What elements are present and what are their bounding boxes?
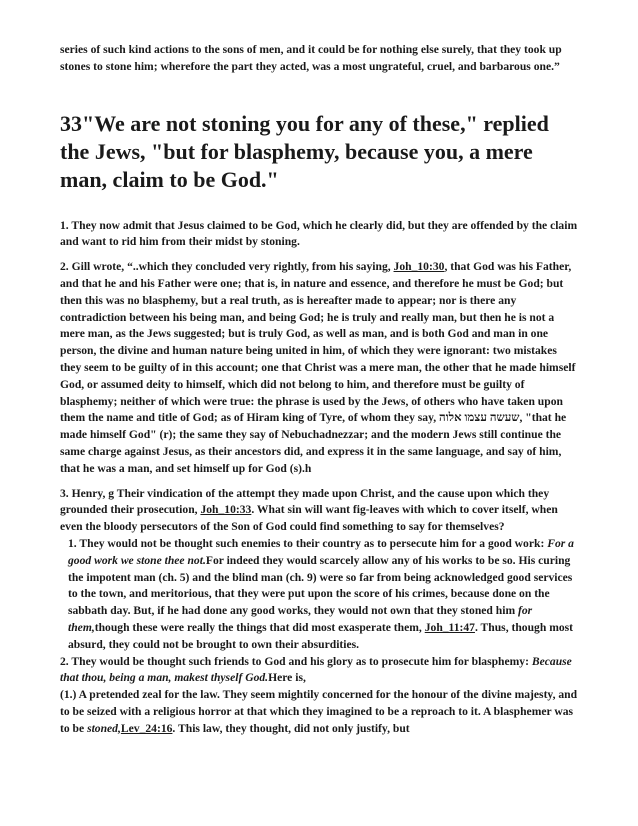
document-page: [60, 42, 580, 738]
text-span: For indeed they would scarcely allow any of his works to be so. His curing the impotent man (ch. 5) and the blind man (ch. 9) were so far from being acknowledged good services to the town, and meritorious, that they were put upon the score of his crimes, because done on the sabbath day. But, if he had done any good works, they would not own that they stoned him: [68, 553, 573, 618]
text-span: , that God was his Father, and that he and his Father were one; that is, in nature and essence, and therefore he must be God; but then this was no blasphemy, but a real truth, as is hereafter made to appear; nor is there any contradiction between his being man, and being God; he is truly and really man, but then he is not a mere man, as the Jews suggested; but is truly God, as well as man, and is both God and man in one person, the divine and human nature being united in him, of which they were ignorant: two mistakes they seem to be guilty of in this account; one that Christ was a mere man, the other that he made himself God, or assumed deity to himself, which did not belong to him, and therefore must be guilty of blasphemy; neither of which were true: the phrase is used by the Jews, of others who have taken upon them the name and title of God; as of Hiram king of Tyre, of whom they say,: [60, 260, 576, 425]
paragraph-3-henry: [60, 486, 580, 536]
text-span: 2. They would be thought such friends to God and his glory as to prosecute him for blasphemy:: [60, 654, 532, 668]
paragraph-1: 1. They now admit that Jesus claimed to be God, which he clearly did, but they are offended by the claim and want to rid him from their midst by stoning.: [60, 218, 578, 249]
paragraph-5: [60, 654, 580, 688]
paragraph-2-gill: [60, 259, 580, 477]
quote-italic: For a good work we stone thee not.: [68, 536, 574, 567]
paragraph-4: [60, 536, 580, 654]
scripture-link[interactable]: Joh_10:33: [200, 503, 252, 517]
text-span: , "that he made himself God" (r); the same they say of Nebuchadnezzar; and the modern Jews still continue the same charge against Jesus, as their ancestors did, and express it in the same language, and say of him, that he was a man, and set himself up for God (s).h: [60, 411, 567, 475]
scripture-link[interactable]: Joh_10:30: [393, 260, 445, 274]
text-span: . What sin will want fig-leaves with which to cover itself, when even the bloody persecutors of the Son of God could find something to say for themselves?: [60, 503, 558, 534]
text-span: . This law, they thought, did not only justify, but: [172, 721, 410, 735]
quote-italic: for them,: [68, 604, 533, 634]
intro-paragraph: series of such kind actions to the sons of men, and it could be for nothing else surely, that they took up stones to stone him; wherefore the part they acted, was a most ungrateful, cruel, and barbarous one.”: [60, 43, 562, 73]
hebrew-text: שעשה עצמו אלוה: [439, 411, 520, 425]
quote-italic: Because that thou, being a man, makest thyself God.: [60, 654, 572, 685]
text-span: 3. Henry, g Their vindication of the attempt they made upon Christ, and the cause upon which they grounded their prosecution,: [60, 486, 550, 517]
text-span: (1.) A pretended zeal for the law. They seem mightily concerned for the honour of the divine majesty, and to be seized with a religious horror at that which they imagined to be a reproach to it. A blasphemer was to be: [60, 688, 578, 735]
text-span: 2. Gill wrote, “..which they concluded very rightly, from his saying,: [60, 260, 394, 274]
text-span: 1. They would not be thought such enemies to their country as to persecute him for a good work:: [68, 536, 548, 550]
quote-italic: stoned,: [87, 721, 121, 735]
text-span: Here is,: [268, 671, 306, 685]
verse-heading: 33"We are not stoning you for any of these," replied the Jews, "but for blasphemy, because you, a mere man, claim to be God.": [60, 110, 549, 192]
scripture-link[interactable]: Lev_24:16: [120, 721, 173, 735]
text-span: . Thus, though most absurd, they could not be brought to own their absurdities.: [68, 620, 574, 651]
paragraph-6: [60, 687, 580, 737]
scripture-link[interactable]: Joh_11:47: [424, 620, 475, 634]
text-span: though these were really the things that did most exasperate them,: [94, 620, 425, 634]
